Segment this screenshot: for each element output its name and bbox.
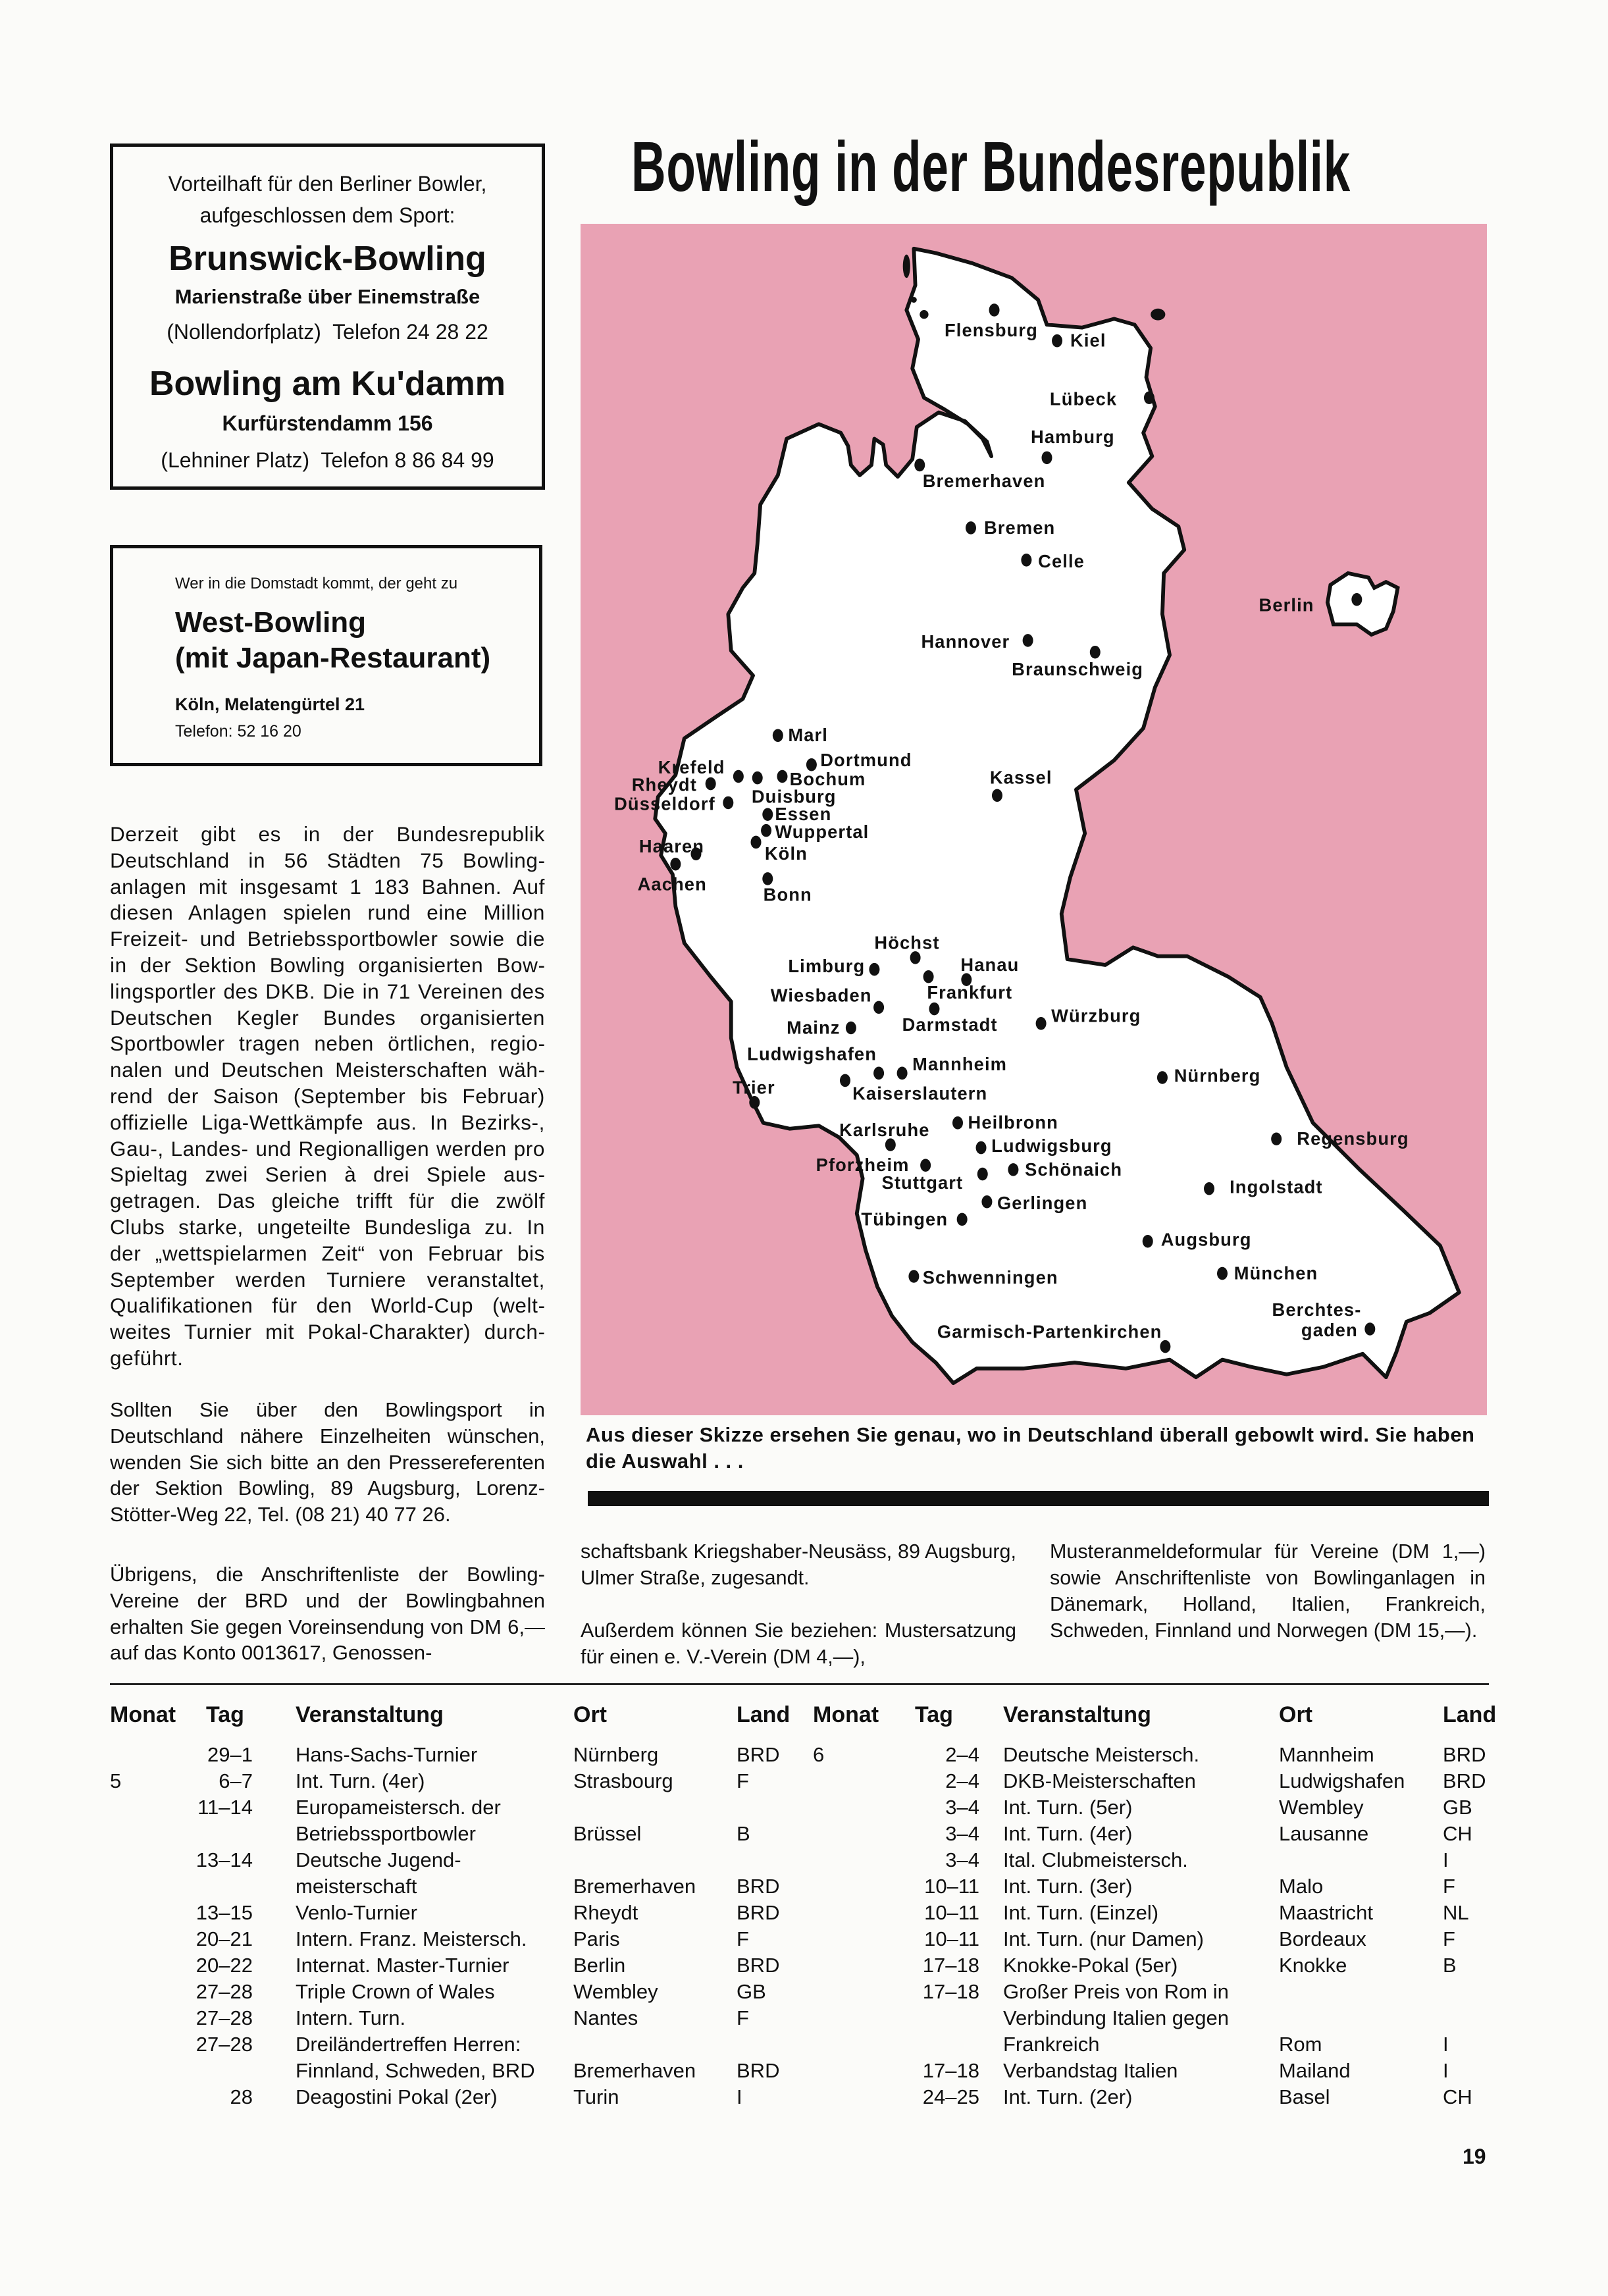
cell-event: Betriebssportbowler [296, 1822, 476, 1845]
cell-tag: 10–11 [924, 1875, 979, 1898]
city-label: München [1233, 1263, 1318, 1284]
city-label: Schwenningen [922, 1267, 1058, 1288]
ad-phone: Telefon: 52 16 20 [175, 722, 301, 741]
city-label: Regensburg [1297, 1128, 1409, 1149]
cell-tag: 3–4 [945, 1848, 979, 1871]
city-label: Nürnberg [1174, 1065, 1261, 1086]
cell-tag: 2–4 [945, 1769, 979, 1792]
cell-tag: 11–14 [197, 1796, 253, 1819]
city-dot [1351, 593, 1362, 606]
cell-monat: 6 [813, 1743, 825, 1766]
city-label: Braunschweig [1012, 659, 1144, 680]
cell-tag: 3–4 [945, 1796, 979, 1819]
article-paragraph: Übrigens, die Anschriftenliste der Bowling-Vereine der BRD und der Bowlingbahnen erhalten Sie gegen Voreinsendung von DM 6,— auf das Konto 0013617, Genossen- [110, 1563, 545, 1665]
table-row [0, 1954, 1608, 1980]
city-label: Haaren [638, 835, 705, 856]
cell-event: DKB-Meisterschaften [1003, 1769, 1196, 1792]
city-label: Hannover [921, 631, 1010, 652]
city-dot [1204, 1182, 1214, 1195]
cell-event: Intern. Turn. [296, 2006, 406, 2029]
cell-event: Dreiländertreffen Herren: [296, 2033, 521, 2056]
cell-ort: Turin [573, 2085, 619, 2108]
city-label: Ingolstadt [1230, 1176, 1323, 1197]
city-dot [957, 1213, 968, 1226]
island-icon [1151, 309, 1165, 321]
divider-bar [588, 1491, 1489, 1506]
cell-ort: Rheydt [573, 1901, 638, 1924]
table-row [0, 1875, 1608, 1901]
cell-land: I [737, 2085, 742, 2108]
column-header-land: Land [1443, 1702, 1497, 1727]
table-divider [110, 1683, 1489, 1685]
cell-ort: Berlin [573, 1954, 626, 1977]
table-row [0, 2033, 1608, 2059]
column-header-land: Land [737, 1702, 791, 1727]
city-label: Köln [764, 843, 808, 864]
cell-event: Verbindung Italien gegen [1003, 2006, 1230, 2029]
city-label: Ludwigshafen [747, 1043, 877, 1064]
table-row [0, 1743, 1608, 1769]
city-label: gaden [1301, 1320, 1358, 1341]
city-dot [1052, 334, 1062, 348]
ad-west-bowling [110, 545, 542, 766]
article-paragraph: Sollten Sie über den Bowlingsport in Deutschland nähere Einzelheiten wünschen, wenden Sie sich bitte an den Pressereferenten der Sektion Bowling, 89 Augsburg, Lorenz-Stötter-Weg 22, Tel. (08 21) 40 77 26. [110, 1398, 545, 1526]
cell-event: Int. Turn. (4er) [1003, 1822, 1133, 1845]
ad-business-name: Bowling am Ku'damm [149, 365, 506, 403]
cell-event: Int. Turn. (Einzel) [1003, 1901, 1159, 1924]
city-dot [914, 459, 925, 472]
city-dot [723, 796, 733, 810]
city-dot [773, 729, 783, 743]
cell-ort: Basel [1279, 2085, 1330, 2108]
ad-contact: (Nollendorfplatz) Telefon 24 28 22 [167, 320, 488, 344]
city-label: Hamburg [1031, 427, 1115, 448]
cell-ort: Strasbourg [573, 1769, 673, 1792]
cell-land: F [737, 2006, 749, 2029]
city-label: Schönaich [1025, 1159, 1123, 1180]
cell-tag: 13–15 [195, 1901, 253, 1924]
cell-event: meisterschaft [296, 1875, 417, 1898]
city-dot [670, 858, 681, 871]
city-label: Celle [1038, 550, 1085, 571]
city-dot [777, 770, 787, 783]
cell-ort: Mannheim [1279, 1743, 1374, 1766]
cell-land: F [737, 1927, 749, 1950]
table-row [0, 2059, 1608, 2085]
city-dot [840, 1074, 850, 1087]
ad-address: Marienstraße über Einemstraße [174, 285, 480, 308]
cell-tag: 2–4 [945, 1743, 979, 1766]
city-dot [762, 872, 773, 885]
cell-ort: Maastricht [1279, 1901, 1373, 1924]
article-title: Bowling in der Bundesrepublik [631, 126, 1351, 206]
cell-land: BRD [1443, 1769, 1486, 1792]
city-label: Garmisch-Partenkirchen [937, 1321, 1162, 1342]
column-header-tag: Tag [206, 1702, 244, 1727]
cell-land: B [737, 1822, 750, 1845]
city-dot [1157, 1071, 1168, 1084]
city-label: Heilbronn [968, 1112, 1058, 1133]
table-row [0, 1796, 1608, 1822]
table-row [0, 1901, 1608, 1927]
city-label: Karlsruhe [839, 1119, 930, 1140]
city-label: Würzburg [1051, 1005, 1141, 1026]
city-label: Trier [732, 1077, 775, 1098]
berlin-outline [1328, 573, 1398, 635]
cell-ort: Brüssel [573, 1822, 642, 1845]
cell-land: BRD [737, 1875, 780, 1898]
city-label: Augsburg [1160, 1229, 1252, 1250]
city-label: Dortmund [820, 749, 912, 770]
cell-ort: Wembley [1279, 1796, 1364, 1819]
city-label: Essen [775, 804, 832, 825]
cell-land: F [1443, 1927, 1455, 1950]
city-label: Gerlingen [997, 1192, 1088, 1213]
cell-tag: 3–4 [945, 1822, 979, 1845]
article-paragraph: schaftsbank Kriegshaber-Neusäss, 89 Augsburg, Ulmer Straße, zugesandt. [581, 1540, 1016, 1589]
cell-land: I [1443, 2033, 1449, 2056]
city-dot [749, 1096, 760, 1109]
cell-land: I [1443, 1848, 1449, 1871]
cell-ort: Malo [1279, 1875, 1324, 1898]
city-dot [761, 824, 771, 837]
cell-tag: 20–22 [195, 1954, 253, 1977]
city-dot [733, 770, 744, 783]
city-label: Wiesbaden [770, 985, 872, 1006]
ad-address: Kurfürstendamm 156 [222, 411, 433, 435]
ad-contact: (Lehniner Platz) Telefon 8 86 84 99 [161, 448, 494, 472]
cell-event: Triple Crown of Wales [296, 1980, 495, 2003]
ad-intro-line: aufgeschlossen dem Sport: [199, 203, 455, 227]
cell-land: BRD [737, 1743, 780, 1766]
city-label: Darmstadt [902, 1014, 998, 1035]
cell-tag: 28 [230, 2085, 253, 2108]
cell-ort: Ludwigshafen [1279, 1769, 1405, 1792]
column-header-monat: Monat [813, 1702, 879, 1727]
cell-land: BRD [737, 1901, 780, 1924]
city-dot [1364, 1322, 1375, 1336]
cell-event: Frankreich [1003, 2033, 1100, 2056]
cell-ort: Nantes [573, 2006, 638, 2029]
cell-ort: Knokke [1279, 1954, 1347, 1977]
city-label: Höchst [874, 932, 940, 953]
table-row [0, 1822, 1608, 1848]
cell-tag: 20–21 [195, 1927, 253, 1950]
city-label: Kaiserslautern [852, 1083, 988, 1104]
city-dot [1021, 554, 1031, 567]
table-row [0, 1769, 1608, 1796]
city-dot [1143, 1235, 1153, 1248]
cell-event: Int. Turn. (nur Damen) [1003, 1927, 1204, 1950]
cell-tag: 27–28 [195, 1980, 253, 2003]
cell-event: Verbandstag Italien [1003, 2059, 1178, 2082]
cell-tag: 29–1 [207, 1743, 253, 1766]
ad-brunswick-bowling [110, 144, 545, 490]
cell-ort: Rom [1279, 2033, 1322, 2056]
cell-monat: 5 [110, 1769, 122, 1792]
city-label: Mainz [787, 1017, 841, 1038]
column-header-veranstaltung: Veranstaltung [296, 1702, 444, 1727]
article-paragraph: Derzeit gibt es in der Bundesrepublik Deutschland in 56 Städten 75 Bowlinganlagen mit insgesamt 1 183 Bahnen. Auf diesen Anlagen spielen rund eine Million Freizeit- und Betriebssportbowler sowie die in der Sektion Bowling organisierten Bowlingsportler des DKB. Die in 71 Vereinen des Deutschen Kegler Bundes organisierten Sportbowler tragen neben örtlichen, regionalen und Deutschen Meisterschaften während der Saison (September bis Februar) offizielle Liga-Wettkämpfe aus. In Bezirks-, Gau-, Landes- und Regionalligen werden pro Spieltag zwei Serien à drei Spiele ausgetragen. Das gleiche trifft für die zwölf Clubs starke, ungeteilte Bundesliga zu. In der „wettspielarmen Zeit“ von Februar bis September werden Turniere veranstaltet, Qualifikationen für den World-Cup (weltweites Turnier mit Pokal-Charakter) durchgeführt. [110, 822, 545, 1370]
ad-address: Köln, Melatengürtel 21 [175, 694, 365, 714]
cell-event: Int. Turn. (3er) [1003, 1875, 1133, 1898]
city-dot [1271, 1132, 1282, 1145]
table-row [0, 2085, 1608, 2112]
ad-intro-line: Wer in die Domstadt kommt, der geht zu [175, 575, 458, 592]
city-dot [977, 1168, 988, 1181]
cell-event: Ital. Clubmeistersch. [1003, 1848, 1188, 1871]
table-row [0, 1848, 1608, 1875]
cell-ort: Lausanne [1279, 1822, 1369, 1845]
city-label: Hanau [960, 954, 1020, 975]
column-header-veranstaltung: Veranstaltung [1003, 1702, 1151, 1727]
city-label: Düsseldorf [614, 793, 715, 814]
cell-land: CH [1443, 1822, 1472, 1845]
city-label: Bochum [789, 768, 866, 789]
cell-tag: 27–28 [195, 2033, 253, 2056]
city-label: Kassel [989, 767, 1052, 788]
city-dot [966, 521, 976, 535]
cell-event: Intern. Franz. Meistersch. [296, 1927, 527, 1950]
cell-tag: 17–18 [922, 2059, 979, 2082]
cell-event: Int. Turn. (4er) [296, 1769, 425, 1792]
cell-land: GB [1443, 1796, 1472, 1819]
city-label: Bremerhaven [922, 470, 1046, 491]
cell-ort: Bremerhaven [573, 2059, 696, 2082]
city-label: Frankfurt [927, 982, 1013, 1003]
city-dot [976, 1141, 987, 1155]
cell-event: Knokke-Pokal (5er) [1003, 1954, 1178, 1977]
table-row [0, 2006, 1608, 2033]
cell-ort: Nürnberg [573, 1743, 659, 1766]
city-dot [897, 1067, 908, 1080]
city-label: Marl [788, 725, 828, 746]
city-dot [751, 836, 762, 849]
cell-land: BRD [737, 1954, 780, 1977]
cell-event: Hans-Sachs-Turnier [296, 1743, 478, 1766]
cell-tag: 10–11 [924, 1901, 979, 1924]
city-dot [885, 1138, 896, 1151]
cell-land: F [737, 1769, 749, 1792]
cell-land: CH [1443, 2085, 1472, 2108]
city-label: Duisburg [751, 786, 837, 807]
cell-ort: Bremerhaven [573, 1875, 696, 1898]
city-label: Ludwigsburg [991, 1135, 1112, 1157]
ad-business-name: Brunswick-Bowling [169, 240, 486, 278]
cell-event: Deagostini Pokal (2er) [296, 2085, 498, 2108]
cell-event: Int. Turn. (2er) [1003, 2085, 1133, 2108]
city-dot [1090, 646, 1101, 659]
city-dot [1036, 1017, 1047, 1030]
table-row [0, 1927, 1608, 1954]
city-label: Kiel [1070, 330, 1106, 351]
cell-event: Finnland, Schweden, BRD [296, 2059, 535, 2082]
cell-tag: 13–14 [195, 1848, 253, 1871]
cell-tag: 6–7 [219, 1769, 253, 1792]
city-label: Bremen [983, 517, 1056, 538]
city-dot [869, 963, 879, 976]
city-label: Mannheim [912, 1053, 1008, 1074]
column-header-monat: Monat [110, 1702, 176, 1727]
city-dot [1008, 1163, 1018, 1176]
city-dot [873, 1001, 884, 1014]
map-caption: Aus dieser Skizze ersehen Sie genau, wo in Deutschland überall gebowlt wird. Sie haben die Auswahl . . . [586, 1423, 1475, 1473]
city-label: Berlin [1258, 594, 1314, 615]
article-paragraph: Außerdem können Sie beziehen: Mustersatzung für einen e. V.-Verein (DM 4,—), [581, 1619, 1016, 1668]
cell-event: Europameistersch. der [296, 1796, 501, 1819]
city-label: Lübeck [1049, 388, 1118, 409]
city-label: Stuttgart [881, 1172, 964, 1193]
ad-intro-line: Vorteilhaft für den Berliner Bowler, [168, 172, 487, 196]
cell-event: Deutsche Meistersch. [1003, 1743, 1200, 1766]
city-dot [952, 1116, 963, 1130]
city-dot [1041, 452, 1052, 465]
cell-land: GB [737, 1980, 766, 2003]
cell-event: Int. Turn. (5er) [1003, 1796, 1133, 1819]
city-dot [908, 1270, 919, 1283]
cell-tag: 24–25 [922, 2085, 979, 2108]
cell-tag: 27–28 [195, 2006, 253, 2029]
city-label: Bonn [763, 884, 812, 905]
city-dot [762, 808, 773, 821]
island-icon [920, 310, 928, 319]
cell-land: BRD [1443, 1743, 1486, 1766]
city-label: Pforzheim [816, 1155, 910, 1176]
column-header-tag: Tag [915, 1702, 953, 1727]
city-dot [1023, 634, 1033, 647]
island-icon [911, 297, 917, 303]
city-dot [846, 1022, 856, 1035]
city-label: Tübingen [861, 1209, 948, 1230]
cell-ort: Wembley [573, 1980, 658, 2003]
cell-tag: 17–18 [922, 1954, 979, 1977]
city-dot [1217, 1267, 1228, 1280]
city-dot [929, 1003, 939, 1016]
city-label: Krefeld [658, 757, 725, 778]
city-label: Rheydt [631, 774, 697, 795]
ad-business-name: West-Bowling [175, 606, 367, 639]
city-dot [910, 951, 921, 964]
cell-land: NL [1443, 1901, 1469, 1924]
city-dot [992, 789, 1002, 802]
city-dot [706, 777, 716, 791]
page-number: 19 [1463, 2145, 1486, 2168]
cell-event: Deutsche Jugend- [296, 1848, 461, 1871]
column-header-ort: Ort [1279, 1702, 1312, 1727]
city-dot [981, 1195, 992, 1209]
cell-tag: 10–11 [924, 1927, 979, 1950]
cell-ort: Bordeaux [1279, 1927, 1366, 1950]
city-dot [923, 970, 934, 983]
city-dot [1160, 1340, 1170, 1353]
city-dot [920, 1159, 931, 1172]
cell-event: Großer Preis von Rom in [1003, 1980, 1229, 2003]
city-label: Aachen [637, 874, 707, 895]
cell-ort: Paris [573, 1927, 620, 1950]
cell-ort: Mailand [1279, 2059, 1351, 2082]
cell-land: I [1443, 2059, 1449, 2082]
city-dot [873, 1067, 884, 1080]
city-label: Berchtes- [1272, 1299, 1362, 1320]
cell-land: F [1443, 1875, 1455, 1898]
article-paragraph: Musteranmeldeformular für Vereine (DM 1,—) sowie Anschriftenliste von Bowlinganlagen in Dänemark, Holland, Italien, Frankreich, Schweden, Finnland und Norwegen (DM 15,—). [1050, 1540, 1486, 1642]
table-row [0, 1980, 1608, 2006]
city-dot [1144, 392, 1154, 405]
city-dot [989, 303, 1000, 317]
cell-land: B [1443, 1954, 1457, 1977]
cell-event: Internat. Master-Turnier [296, 1954, 509, 1977]
island-icon [903, 255, 910, 278]
ad-business-subtitle: (mit Japan-Restaurant) [175, 642, 491, 674]
cell-land: BRD [737, 2059, 780, 2082]
city-label: Limburg [788, 956, 866, 977]
city-label: Wuppertal [775, 821, 869, 842]
column-header-ort: Ort [573, 1702, 607, 1727]
city-dot [752, 771, 763, 785]
city-label: Flensburg [945, 320, 1038, 341]
cell-tag: 17–18 [922, 1980, 979, 2003]
cell-event: Venlo-Turnier [296, 1901, 417, 1924]
germany-bowling-map [581, 224, 1487, 1415]
